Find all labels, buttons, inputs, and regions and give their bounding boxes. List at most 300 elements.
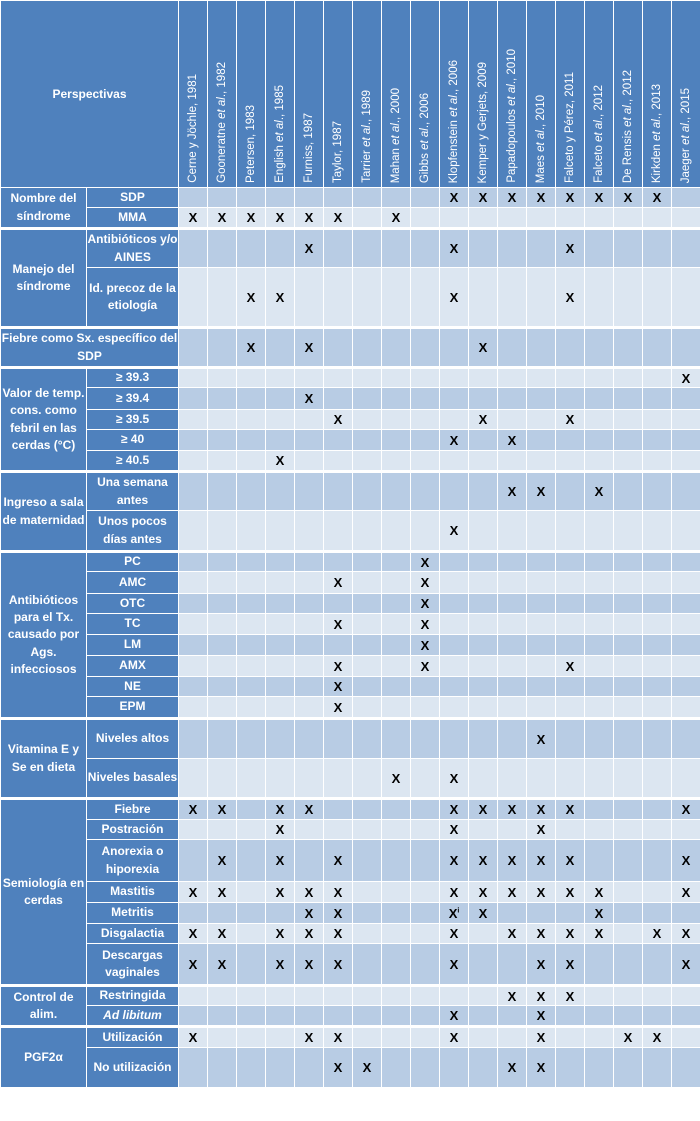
mark-cell <box>585 614 614 635</box>
mark-cell <box>237 552 266 572</box>
mark-cell <box>672 759 700 799</box>
mark-cell <box>614 759 643 799</box>
mark-cell <box>208 552 237 572</box>
mark-cell: X <box>411 614 440 635</box>
mark-cell <box>527 697 556 719</box>
mark-cell <box>556 614 585 635</box>
table-row <box>1 1006 700 1027</box>
mark-cell <box>266 594 295 614</box>
mark-cell <box>353 759 382 799</box>
mark-cell <box>643 451 672 472</box>
mark-cell <box>411 328 440 368</box>
mark-cell: X <box>237 208 266 229</box>
mark-cell <box>266 677 295 697</box>
mark-cell <box>614 430 643 451</box>
mark-cell: X <box>208 840 237 882</box>
table-row <box>1 882 700 903</box>
mark-cell <box>237 719 266 759</box>
mark-cell <box>498 594 527 614</box>
mark-cell: X <box>324 1027 353 1048</box>
mark-cell <box>614 944 643 986</box>
table-row <box>1 903 700 924</box>
table-row <box>1 410 700 430</box>
mark-cell <box>382 511 411 552</box>
table-row <box>1 697 700 719</box>
mark-cell <box>266 759 295 799</box>
mark-cell <box>237 882 266 903</box>
mark-cell <box>237 188 266 208</box>
row-label: Disgalactia <box>87 924 179 944</box>
mark-cell <box>353 944 382 986</box>
mark-cell <box>469 511 498 552</box>
mark-cell <box>672 328 700 368</box>
mark-cell <box>208 188 237 208</box>
mark-cell <box>324 268 353 328</box>
mark-cell <box>295 820 324 840</box>
mark-cell <box>672 903 700 924</box>
mark-cell: X <box>411 656 440 677</box>
mark-cell <box>324 635 353 656</box>
mark-cell <box>498 944 527 986</box>
study-header <box>440 1 469 188</box>
mark-cell <box>382 188 411 208</box>
table-row <box>1 799 700 820</box>
study-name: Mahan et al., 2000 <box>390 87 402 183</box>
mark-cell <box>411 268 440 328</box>
mark-cell <box>556 635 585 656</box>
mark-cell <box>469 1027 498 1048</box>
mark-cell <box>382 614 411 635</box>
mark-cell <box>614 820 643 840</box>
mark-cell <box>643 472 672 511</box>
mark-cell <box>266 719 295 759</box>
mark-cell <box>440 410 469 430</box>
group-label: Nombre del síndrome <box>1 188 87 229</box>
row-label: Fiebre <box>87 799 179 820</box>
mark-cell <box>179 677 208 697</box>
mark-cell: X <box>179 924 208 944</box>
mark-cell <box>237 410 266 430</box>
mark-cell <box>179 328 208 368</box>
mark-cell <box>498 903 527 924</box>
mark-cell: X <box>440 799 469 820</box>
mark-cell <box>295 677 324 697</box>
row-label: SDP <box>87 188 179 208</box>
mark-cell <box>295 1048 324 1088</box>
mark-cell <box>469 677 498 697</box>
mark-cell <box>179 614 208 635</box>
mark-cell <box>353 820 382 840</box>
mark-cell <box>382 451 411 472</box>
mark-cell <box>324 188 353 208</box>
mark-cell <box>672 1006 700 1027</box>
table-row <box>1 572 700 594</box>
mark-cell <box>295 572 324 594</box>
mark-cell <box>179 410 208 430</box>
mark-cell: X <box>295 208 324 229</box>
mark-cell <box>353 472 382 511</box>
mark-cell <box>382 268 411 328</box>
table-row <box>1 986 700 1006</box>
row-label: Anorexia o hiporexia <box>87 840 179 882</box>
mark-cell <box>614 697 643 719</box>
row-label: Restringida <box>87 986 179 1006</box>
mark-cell: X <box>295 944 324 986</box>
mark-cell: X <box>440 944 469 986</box>
mark-cell <box>237 572 266 594</box>
mark-cell <box>672 451 700 472</box>
mark-cell <box>353 511 382 552</box>
mark-cell: X <box>324 697 353 719</box>
mark-cell: X <box>498 986 527 1006</box>
mark-cell <box>614 677 643 697</box>
table-row <box>1 614 700 635</box>
mark-cell <box>643 594 672 614</box>
mark-cell <box>266 572 295 594</box>
mark-cell <box>672 594 700 614</box>
mark-cell: X <box>527 924 556 944</box>
study-header <box>237 1 266 188</box>
mark-cell <box>672 1048 700 1088</box>
mark-cell <box>179 268 208 328</box>
mark-cell <box>643 719 672 759</box>
mark-cell <box>353 229 382 268</box>
mark-cell: X <box>440 759 469 799</box>
mark-cell: X <box>382 208 411 229</box>
mark-cell <box>237 799 266 820</box>
mark-cell <box>295 719 324 759</box>
mark-cell <box>469 208 498 229</box>
mark-cell <box>672 656 700 677</box>
study-header <box>208 1 237 188</box>
mark-cell <box>179 552 208 572</box>
mark-cell <box>411 903 440 924</box>
mark-cell <box>237 635 266 656</box>
mark-cell <box>527 656 556 677</box>
study-name: Cerne y Jöchle, 1981 <box>187 74 199 183</box>
table-row <box>1 552 700 572</box>
mark-cell <box>498 268 527 328</box>
mark-cell <box>179 719 208 759</box>
mark-cell <box>672 1027 700 1048</box>
row-label: Niveles altos <box>87 719 179 759</box>
group-label: PGF2α <box>1 1027 87 1088</box>
mark-cell <box>440 635 469 656</box>
mark-cell: X <box>527 840 556 882</box>
mark-cell <box>643 208 672 229</box>
mark-cell <box>527 511 556 552</box>
mark-cell <box>469 472 498 511</box>
row-label: ≥ 39.3 <box>87 368 179 388</box>
group-label: Valor de temp. cons. como febril en las cerdas (°C) <box>1 368 87 472</box>
mark-cell <box>440 719 469 759</box>
mark-cell <box>237 944 266 986</box>
mark-cell <box>556 1048 585 1088</box>
mark-cell <box>266 410 295 430</box>
mark-cell: $X^i$ <box>440 903 469 924</box>
mark-cell <box>208 635 237 656</box>
mark-cell: X <box>527 472 556 511</box>
mark-cell <box>237 594 266 614</box>
mark-cell <box>614 229 643 268</box>
mark-cell: X <box>295 1027 324 1048</box>
mark-cell <box>585 451 614 472</box>
mark-cell <box>672 986 700 1006</box>
mark-cell: X <box>237 328 266 368</box>
mark-cell <box>411 944 440 986</box>
mark-cell <box>266 903 295 924</box>
mark-cell <box>266 188 295 208</box>
mark-cell <box>643 572 672 594</box>
mark-cell: X <box>498 799 527 820</box>
mark-cell <box>614 924 643 944</box>
table-row <box>1 451 700 472</box>
mark-cell <box>527 268 556 328</box>
mark-cell <box>179 697 208 719</box>
mark-cell: X <box>585 882 614 903</box>
mark-cell <box>382 594 411 614</box>
mark-cell: X <box>643 924 672 944</box>
mark-cell: X <box>440 820 469 840</box>
mark-cell <box>382 229 411 268</box>
mark-cell <box>672 552 700 572</box>
mark-cell <box>643 986 672 1006</box>
mark-cell <box>382 328 411 368</box>
mark-cell <box>585 1006 614 1027</box>
mark-cell <box>556 388 585 410</box>
mark-cell: X <box>672 840 700 882</box>
mark-cell <box>324 430 353 451</box>
mark-cell <box>585 986 614 1006</box>
mark-cell <box>179 594 208 614</box>
mark-cell <box>643 759 672 799</box>
mark-cell: X <box>614 1027 643 1048</box>
study-name: English et al., 1985 <box>274 85 286 183</box>
group-label: Manejo del síndrome <box>1 229 87 328</box>
mark-cell: X <box>498 924 527 944</box>
mark-cell <box>353 188 382 208</box>
table-row <box>1 188 700 208</box>
mark-cell <box>208 1006 237 1027</box>
study-header <box>411 1 440 188</box>
study-name: Kemper y Gerjets, 2009 <box>477 61 489 183</box>
mark-cell <box>382 719 411 759</box>
mark-cell: X <box>266 840 295 882</box>
row-label: No utilización <box>87 1048 179 1088</box>
mark-cell <box>672 820 700 840</box>
row-label: ≥ 39.4 <box>87 388 179 410</box>
mark-cell <box>527 903 556 924</box>
mark-cell <box>179 986 208 1006</box>
mark-cell <box>469 924 498 944</box>
mark-cell <box>208 430 237 451</box>
mark-cell <box>469 552 498 572</box>
mark-cell: X <box>179 944 208 986</box>
mark-cell <box>440 572 469 594</box>
mark-cell <box>266 388 295 410</box>
mark-cell <box>324 552 353 572</box>
mark-cell <box>498 410 527 430</box>
mark-cell <box>643 268 672 328</box>
mark-cell: X <box>295 328 324 368</box>
mark-cell <box>411 208 440 229</box>
mark-cell <box>353 552 382 572</box>
mark-cell <box>672 511 700 552</box>
mark-cell <box>556 719 585 759</box>
mark-cell: X <box>614 188 643 208</box>
mark-cell <box>614 635 643 656</box>
mark-cell <box>237 614 266 635</box>
mark-cell <box>411 388 440 410</box>
mark-cell <box>556 697 585 719</box>
mark-cell: X <box>527 1048 556 1088</box>
mark-cell <box>237 229 266 268</box>
mark-cell <box>440 208 469 229</box>
mark-cell <box>614 1006 643 1027</box>
mark-cell: X <box>295 388 324 410</box>
mark-cell: X <box>527 882 556 903</box>
mark-cell: X <box>324 208 353 229</box>
table-row <box>1 820 700 840</box>
mark-cell <box>469 451 498 472</box>
mark-cell <box>614 328 643 368</box>
mark-cell <box>353 268 382 328</box>
study-header <box>324 1 353 188</box>
group-label: Ingreso a sala de maternidad <box>1 472 87 552</box>
mark-cell <box>266 552 295 572</box>
mark-cell <box>208 719 237 759</box>
mark-cell <box>556 820 585 840</box>
row-label: Utilización <box>87 1027 179 1048</box>
study-header <box>585 1 614 188</box>
mark-cell <box>353 677 382 697</box>
mark-cell <box>266 430 295 451</box>
table-row <box>1 328 700 368</box>
mark-cell <box>382 552 411 572</box>
study-name: Falceto y Pérez, 2011 <box>564 71 576 183</box>
study-header <box>614 1 643 188</box>
study-name: Kirkden et al., 2013 <box>651 83 663 183</box>
mark-cell <box>208 903 237 924</box>
mark-cell <box>266 656 295 677</box>
mark-cell <box>266 614 295 635</box>
mark-cell <box>324 388 353 410</box>
table-row <box>1 229 700 268</box>
mark-cell <box>643 820 672 840</box>
study-name: De Rensis et al., 2012 <box>622 69 634 183</box>
mark-cell <box>614 656 643 677</box>
mark-cell <box>469 268 498 328</box>
mark-cell <box>237 1027 266 1048</box>
mark-cell <box>411 229 440 268</box>
mark-cell <box>411 1048 440 1088</box>
mark-cell <box>556 208 585 229</box>
mark-cell: X <box>440 840 469 882</box>
mark-cell <box>382 903 411 924</box>
mark-cell <box>295 552 324 572</box>
mark-cell <box>672 208 700 229</box>
mark-cell <box>440 388 469 410</box>
mark-cell <box>498 451 527 472</box>
study-header <box>353 1 382 188</box>
mark-cell <box>237 656 266 677</box>
mark-cell <box>179 229 208 268</box>
mark-cell <box>179 368 208 388</box>
study-header <box>643 1 672 188</box>
table-row <box>1 472 700 511</box>
mark-cell <box>527 635 556 656</box>
study-header <box>469 1 498 188</box>
mark-cell <box>266 511 295 552</box>
mark-cell <box>411 410 440 430</box>
mark-cell: X <box>440 430 469 451</box>
mark-cell <box>469 635 498 656</box>
mark-cell <box>527 572 556 594</box>
mark-cell: X <box>324 924 353 944</box>
mark-cell: X <box>498 882 527 903</box>
mark-cell <box>179 840 208 882</box>
mark-cell <box>672 268 700 328</box>
mark-cell <box>411 188 440 208</box>
mark-cell <box>643 388 672 410</box>
row-label: ≥ 39.5 <box>87 410 179 430</box>
mark-cell: X <box>556 924 585 944</box>
mark-cell <box>324 759 353 799</box>
mark-cell <box>672 410 700 430</box>
mark-cell <box>585 799 614 820</box>
mark-cell <box>295 430 324 451</box>
mark-cell <box>324 799 353 820</box>
mark-cell <box>614 799 643 820</box>
mark-cell <box>411 451 440 472</box>
mark-cell <box>266 328 295 368</box>
mark-cell <box>411 820 440 840</box>
mark-cell <box>208 986 237 1006</box>
mark-cell <box>382 882 411 903</box>
mark-cell: X <box>672 799 700 820</box>
mark-cell <box>179 903 208 924</box>
mark-cell <box>266 635 295 656</box>
group-label: Semiología en cerdas <box>1 799 87 986</box>
study-header <box>672 1 700 188</box>
mark-cell: X <box>179 1027 208 1048</box>
mark-cell <box>585 430 614 451</box>
mark-cell <box>382 430 411 451</box>
mark-cell <box>614 451 643 472</box>
mark-cell <box>411 924 440 944</box>
study-name: Gibbs et al., 2006 <box>419 92 431 183</box>
mark-cell <box>353 903 382 924</box>
mark-cell <box>585 328 614 368</box>
mark-cell: X <box>643 1027 672 1048</box>
table-row <box>1 430 700 451</box>
mark-cell <box>295 410 324 430</box>
mark-cell <box>237 820 266 840</box>
mark-cell <box>266 368 295 388</box>
row-label: Descargas vaginales <box>87 944 179 986</box>
group-label: Vitamina E y Se en dieta <box>1 719 87 799</box>
mark-cell <box>208 472 237 511</box>
mark-cell: X <box>527 188 556 208</box>
mark-cell <box>527 614 556 635</box>
mark-cell <box>295 268 324 328</box>
mark-cell <box>179 1048 208 1088</box>
mark-cell: X <box>266 208 295 229</box>
mark-cell <box>324 820 353 840</box>
mark-cell <box>324 451 353 472</box>
mark-cell <box>295 840 324 882</box>
mark-cell <box>614 368 643 388</box>
